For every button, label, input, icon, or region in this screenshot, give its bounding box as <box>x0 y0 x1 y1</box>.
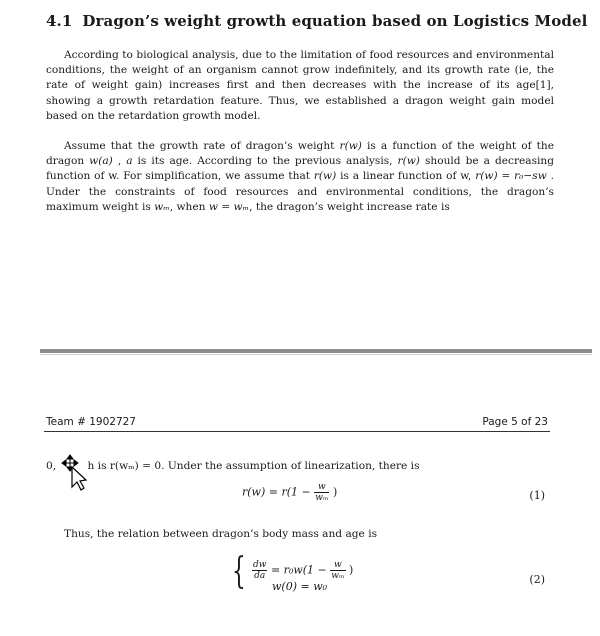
derivative-fraction <box>252 560 267 581</box>
text-span: , <box>112 155 127 168</box>
math-w-max: wₘ <box>154 200 170 213</box>
eq2-fraction <box>330 560 345 581</box>
page-number: Page 5 of 23 <box>482 416 548 428</box>
derivative-numerator: dw <box>253 560 267 570</box>
text-span: , when <box>169 200 209 213</box>
text-span: should be a decreasing function of w. For simplification, we assume that <box>46 155 555 183</box>
brace-icon: { <box>232 551 246 592</box>
eq1-fraction <box>314 482 329 503</box>
equation-2-row-1 <box>252 560 353 581</box>
math-r-w: r(w) <box>313 170 337 183</box>
text-span: is a linear function of w, <box>336 170 476 183</box>
derivative-denominator: da <box>254 571 266 581</box>
page-header <box>46 416 548 428</box>
eq1-close: ) <box>332 485 338 499</box>
eq2-denominator: wₘ <box>331 571 345 581</box>
text-span: , the dragon’s weight increase rate is <box>249 200 450 213</box>
eq2-numerator: w <box>330 560 345 571</box>
math-a: a <box>126 155 133 168</box>
continuation-prefix: 0, <box>46 460 60 472</box>
text-span: . Under the constraints of food resources and environmental conditions, the dragon’s maximum weight is <box>46 170 554 213</box>
eq1-denominator: wₘ <box>315 493 329 503</box>
paragraph-assumption <box>46 139 554 215</box>
section-number: 4.1 <box>46 12 73 30</box>
paragraph-intro: According to biological analysis, due to the limitation of food resources and environmental conditions, the weight of an organism cannot grow indefinitely, and its growth rate (ie, the rate of weight gain) increases first and then decreases with the increase of its age[1], showing a growth retardation feature. Thus, we established a dragon weight gain model based on the retardation growth model. <box>46 49 554 122</box>
text-span: Assume that the growth rate of dragon’s weight <box>64 140 340 152</box>
continuation-line <box>46 460 420 472</box>
page-separator-shadow <box>40 354 592 355</box>
eq1-lhs: r(w) = r(1 − <box>242 485 311 499</box>
continuation-text: h is r(wₘ) = 0. Under the assumption of linearization, there is <box>87 460 420 472</box>
eq2-middle: = r₀w(1 − <box>270 563 327 577</box>
equation-2-row-2 <box>272 580 327 593</box>
eq2-close: ) <box>349 563 354 577</box>
math-linear-r: r(w) = r₀−sw <box>475 170 547 183</box>
text-span: is a function of the weight of the dragon <box>46 140 554 168</box>
header-rule <box>44 431 550 432</box>
thus-text: Thus, the relation between dragon’s body mass and age is <box>64 528 378 540</box>
math-w-equals-wm: w = wₘ <box>208 200 250 213</box>
move-cursor-icon <box>60 453 90 493</box>
math-w-a: w(a) <box>89 155 113 168</box>
equation-2-label: (2) <box>529 573 545 586</box>
section-title: Dragon’s weight growth equation based on Logistics Model <box>82 12 588 30</box>
page-separator <box>40 349 592 353</box>
equation-1-label: (1) <box>529 489 545 502</box>
eq2-initial-condition: w(0) = w₀ <box>272 580 328 593</box>
text-span: is its age. According to the previous analysis, <box>132 155 398 168</box>
eq1-numerator: w <box>314 482 329 493</box>
team-number: Team # 1902727 <box>46 416 136 428</box>
math-r-w: r(w) <box>339 140 362 152</box>
section-heading <box>46 12 587 30</box>
math-r-w: r(w) <box>397 155 420 168</box>
equation-1 <box>242 482 337 503</box>
